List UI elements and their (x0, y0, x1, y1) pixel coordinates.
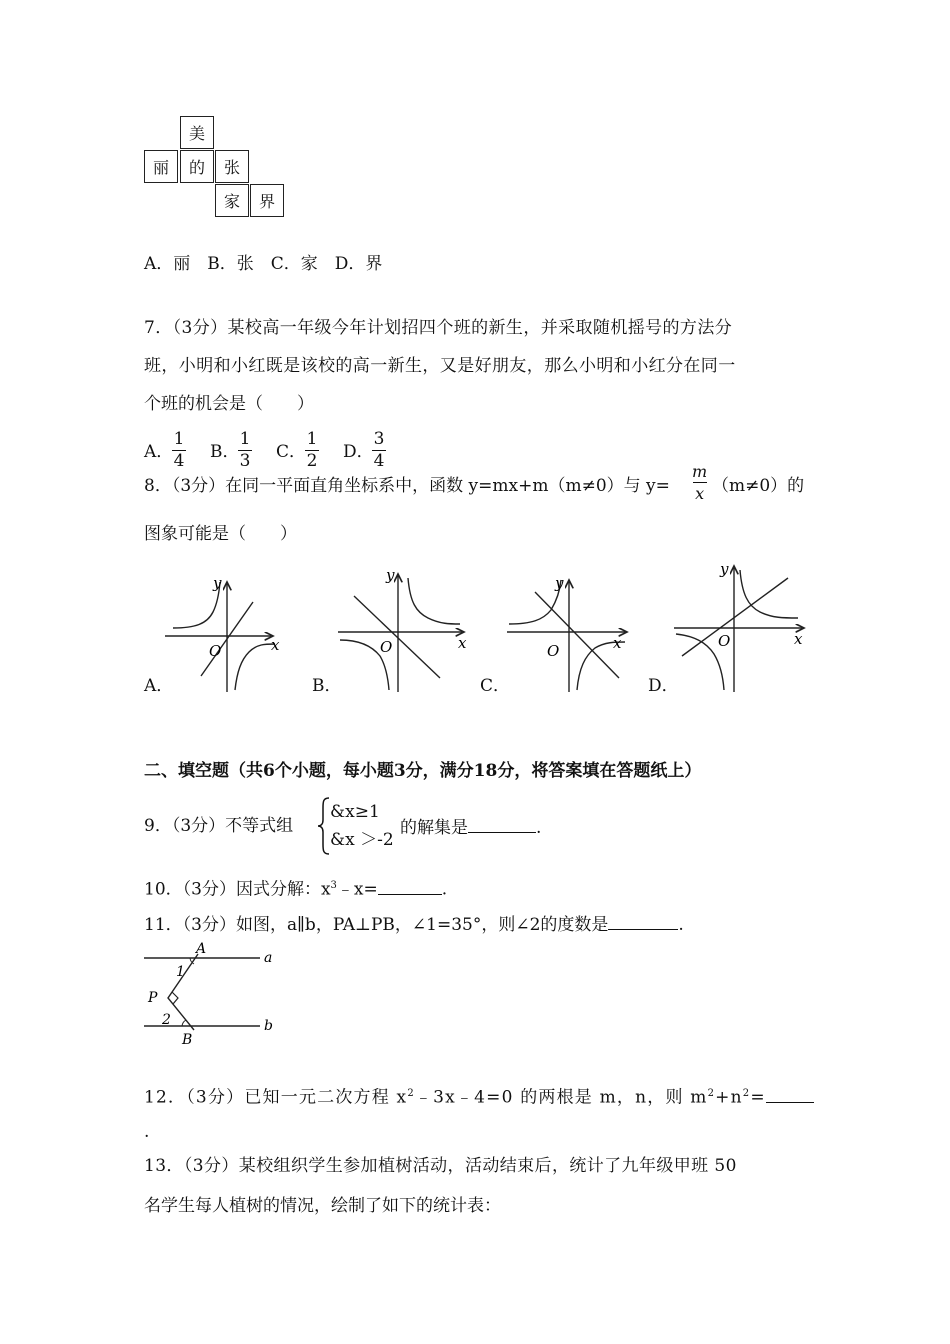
q7-option-a-fraction (172, 430, 186, 471)
numerator: 1 (239, 429, 251, 449)
q8-graph-a (165, 572, 285, 694)
q9-end: . (536, 818, 542, 838)
q9-answer-blank[interactable] (468, 816, 536, 833)
angle-2-arc (182, 1020, 186, 1026)
q7-line3: 个班的机会是（ ） (144, 394, 314, 414)
line-graph (354, 596, 440, 678)
x-label: x (794, 630, 803, 648)
q9-row2: &x ＞-2 (330, 830, 394, 850)
net-cell-jia: 家 (215, 184, 249, 217)
x-label: x (613, 634, 622, 652)
hyperbola-branch-upper (740, 570, 798, 618)
y-label: y (386, 566, 395, 584)
label-B: B (182, 1032, 193, 1048)
origin-label: O (718, 632, 731, 650)
x-label: x (458, 634, 467, 652)
label-P: P (148, 990, 158, 1006)
net-cell-zhang: 张 (215, 150, 249, 183)
q10-sup: 3 (330, 880, 337, 891)
q7-line1: 7．（3分）某校高一年级今年计划招四个班的新生，并采取随机摇号的方法分 (144, 318, 733, 338)
q7-option-c-fraction (305, 430, 319, 471)
line-graph (535, 592, 619, 678)
origin-label: O (547, 642, 560, 660)
q13-line2: 名学生每人植树的情况，绘制了如下的统计表： (144, 1196, 501, 1216)
label-a: a (264, 950, 273, 966)
q10-answer-blank[interactable] (378, 878, 442, 895)
denominator: x (695, 484, 705, 503)
q11-text: 11．（3分）如图，a∥b，PA⊥PB，∠1=35°，则∠2的度数是 (144, 915, 609, 935)
origin-label: O (380, 638, 393, 656)
q8-graph-b (336, 566, 471, 694)
q9-post-text: 的解集是 (400, 818, 468, 838)
q7-option-d-label: D． (343, 442, 374, 462)
x-label: x (271, 636, 280, 654)
q8-graph-a-label: A． (144, 676, 174, 696)
q7-option-d-fraction (372, 430, 386, 471)
q6-options: A．丽 B．张 C．家 D．界 (144, 254, 383, 274)
y-label: y (720, 560, 729, 578)
q7-option-a-label: A． (144, 442, 174, 462)
q8-line2: 图象可能是（ ） (144, 524, 297, 544)
q13-line1: 13．（3分）某校组织学生参加植树活动，活动结束后，统计了九年级甲班 50 (144, 1156, 737, 1176)
right-angle-mark (172, 992, 178, 1004)
q12-plus: +n (715, 1087, 743, 1108)
q9-row1: &x≥1 (330, 802, 380, 822)
label-1: 1 (176, 964, 185, 980)
hyperbola-branch-lower (235, 644, 275, 690)
q9-pre: 9．（3分）不等式组 (144, 816, 294, 836)
label-2: 2 (162, 1012, 171, 1028)
denominator: 4 (373, 451, 385, 471)
q9-post (400, 816, 541, 838)
q8-fraction (692, 462, 707, 503)
q12-sup3: 2 (742, 1088, 751, 1099)
numerator: 3 (373, 429, 385, 449)
q11-end: . (678, 915, 684, 935)
numerator: 1 (306, 429, 318, 449)
denominator: 2 (306, 451, 318, 471)
q11 (144, 913, 684, 935)
q12-eq: = (750, 1087, 766, 1108)
q10-pre: 10．（3分）因式分解：x (144, 879, 331, 900)
numerator: m (692, 462, 708, 481)
y-label: y (213, 574, 222, 592)
hyperbola-branch-upper (509, 580, 561, 624)
net-cell-de: 的 (180, 150, 214, 183)
q7-option-c-label: C． (276, 442, 307, 462)
net-cell-jie: 界 (250, 184, 284, 217)
q8-graph-d-label: D． (648, 676, 679, 696)
q12-sup2: 2 (707, 1088, 716, 1099)
q11-answer-blank[interactable] (608, 913, 678, 930)
q12-sup1: 2 (407, 1088, 415, 1099)
q12 (144, 1084, 814, 1108)
net-cell-li: 丽 (144, 150, 178, 183)
q12-answer-blank[interactable] (766, 1086, 814, 1103)
denominator: 4 (173, 451, 185, 471)
q11-figure (140, 940, 290, 1050)
q12-pre: 12．（3分）已知一元二次方程 x (144, 1087, 408, 1108)
y-label: y (555, 574, 564, 592)
section-2-heading: 二、填空题（共6个小题，每小题3分，满分18分，将答案填在答题纸上） (144, 761, 702, 781)
denominator: 3 (239, 451, 251, 471)
hyperbola-branch-upper (408, 578, 460, 624)
numerator: 1 (173, 429, 185, 449)
q10-end: . (441, 879, 448, 900)
q8-graph-c-label: C． (480, 676, 511, 696)
line-graph (682, 578, 788, 656)
net-cell-mei: 美 (180, 116, 214, 149)
label-b: b (264, 1018, 273, 1034)
origin-label: O (209, 642, 222, 660)
q7-option-b-label: B． (210, 442, 240, 462)
q8-graph-c (505, 572, 635, 694)
q12-mid: ﹣3x﹣4=0 的两根是 m，n，则 m (414, 1087, 708, 1108)
label-A: A (196, 941, 207, 957)
q10 (144, 876, 447, 900)
q9-brace (317, 796, 331, 856)
q7-line2: 班，小明和小红既是该校的高一新生，又是好朋友，那么小明和小红分在同一 (144, 356, 736, 376)
q8-graph-d (672, 560, 810, 694)
q12-end: . (144, 1122, 150, 1142)
q8-line1-post: （m≠0）的 (712, 476, 805, 496)
q7-option-b-fraction (238, 430, 252, 471)
q8-graph-b-label: B． (312, 676, 342, 696)
q8-line1-pre: 8．（3分）在同一平面直角坐标系中，函数 y=mx+m（m≠0）与 y= (144, 476, 670, 496)
q10-mid: ﹣x= (336, 879, 378, 900)
